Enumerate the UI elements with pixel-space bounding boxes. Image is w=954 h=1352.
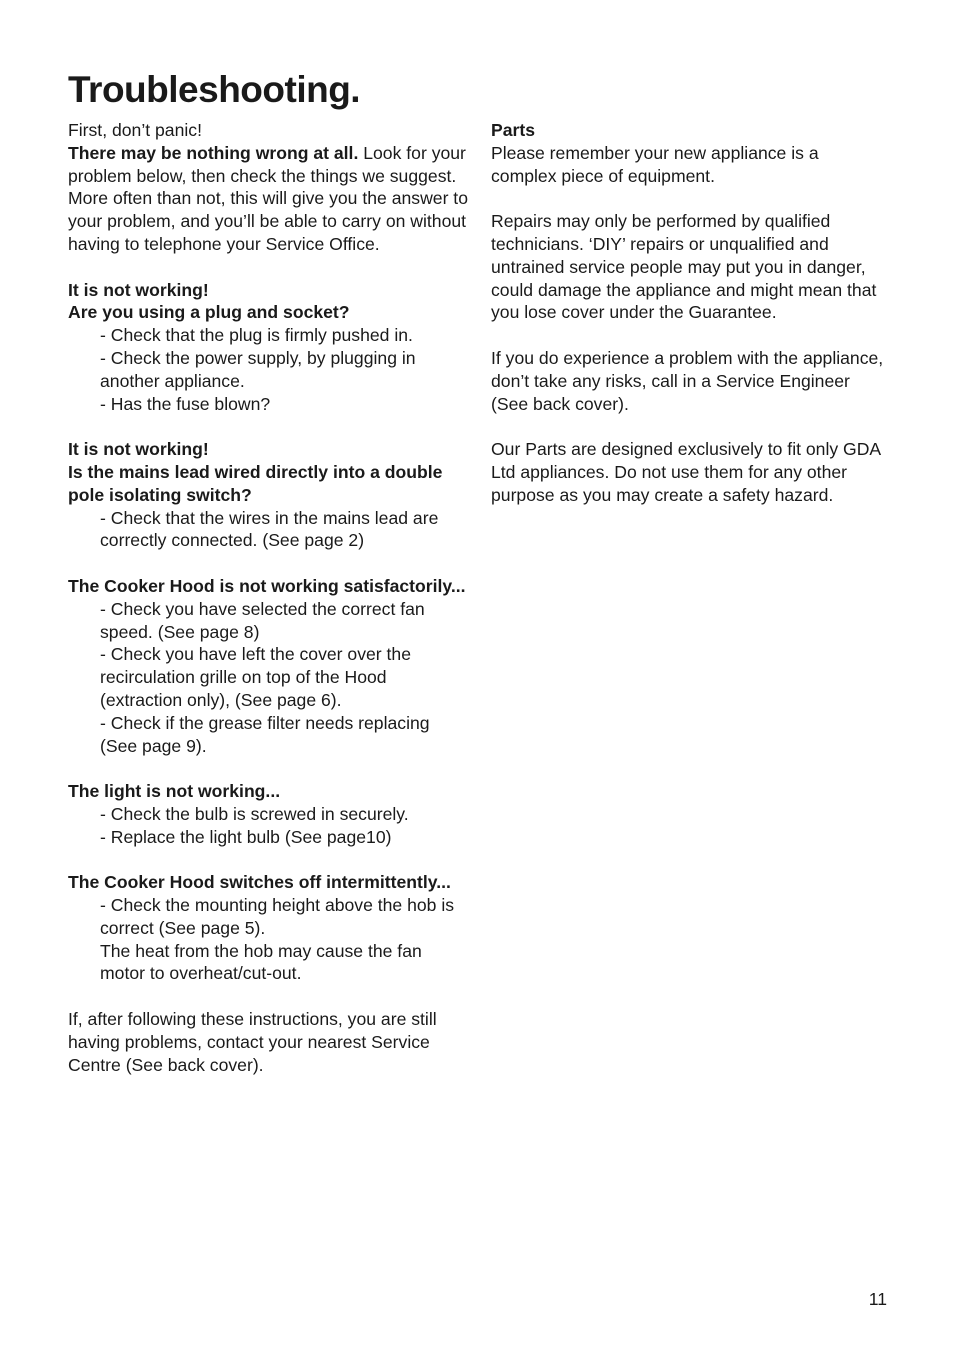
section-plug-socket bbox=[68, 279, 468, 416]
check-item: - Check that the wires in the mains lead are correctly connected. (See page 2) bbox=[100, 507, 439, 551]
check-item: - Check if the grease filter needs replacing (See page 9). bbox=[100, 712, 430, 756]
check-item: - Check the bulb is screwed in securely. bbox=[100, 803, 409, 824]
section-heading: The Cooker Hood switches off intermittently... bbox=[68, 872, 451, 893]
check-item: The heat from the hob may cause the fan motor to overheat/cut-out. bbox=[100, 940, 422, 984]
page-number: 11 bbox=[868, 1289, 887, 1309]
section-mains-lead bbox=[68, 438, 468, 552]
intro-first-line: First, don’t panic! bbox=[68, 120, 202, 140]
check-item: - Check you have left the cover over the recirculation grille on top of the Hood (extraction only), (See page 6). bbox=[100, 644, 411, 710]
intro-bold-lead: There may be nothing wrong at all. bbox=[68, 142, 359, 163]
parts-heading: Parts bbox=[491, 120, 536, 140]
section-light bbox=[68, 780, 468, 848]
check-item: - Check the mounting height above the hob is correct (See page 5). bbox=[100, 895, 455, 938]
section-heading: It is not working! bbox=[68, 279, 209, 300]
section-heading: The light is not working... bbox=[68, 781, 281, 802]
check-item: - Replace the light bulb (See page10) bbox=[100, 826, 392, 847]
parts-paragraph: Repairs may only be performed by qualified technicians. ‘DIY’ repairs or unqualified and untrained service people may put you in danger, could damage the appliance and might mean that you lose cover under the Guarantee. bbox=[491, 211, 877, 323]
intro-text: Look for your problem below, then check the things we suggest. More often than not, this will give you the answer to your problem, and you’ll be able to carry on without having to telephone your Service Office. bbox=[68, 142, 468, 254]
check-item: - Check you have selected the correct fan speed. (See page 8) bbox=[100, 598, 425, 642]
section-heading: Is the mains lead wired directly into a double pole isolating switch? bbox=[68, 461, 443, 505]
section-heading: Are you using a plug and socket? bbox=[68, 302, 350, 323]
parts-paragraph: Our Parts are designed exclusively to fit only GDA Ltd appliances. Do not use them for any other purpose as you may create a safety hazard. bbox=[491, 439, 881, 505]
section-not-satisfactory bbox=[68, 575, 468, 757]
left-column bbox=[68, 119, 468, 1076]
closing-paragraph: If, after following these instructions, you are still having problems, contact your nearest Service Centre (See back cover). bbox=[68, 1009, 437, 1075]
check-item: - Check the power supply, by plugging in another appliance. bbox=[100, 347, 416, 391]
section-heading: The Cooker Hood is not working satisfactorily... bbox=[68, 575, 466, 596]
page-title: Troubleshooting. bbox=[68, 69, 361, 110]
section-heading: It is not working! bbox=[68, 439, 209, 460]
check-item: - Check that the plug is firmly pushed in. bbox=[100, 325, 413, 346]
parts-paragraph: Please remember your new appliance is a complex piece of equipment. bbox=[491, 142, 819, 186]
right-column bbox=[491, 119, 886, 507]
parts-paragraph: If you do experience a problem with the appliance, don’t take any risks, call in a Service Engineer (See back cover). bbox=[491, 347, 884, 414]
check-item: - Has the fuse blown? bbox=[100, 393, 271, 414]
intro-paragraph bbox=[68, 142, 468, 256]
section-switches-off bbox=[68, 871, 468, 985]
